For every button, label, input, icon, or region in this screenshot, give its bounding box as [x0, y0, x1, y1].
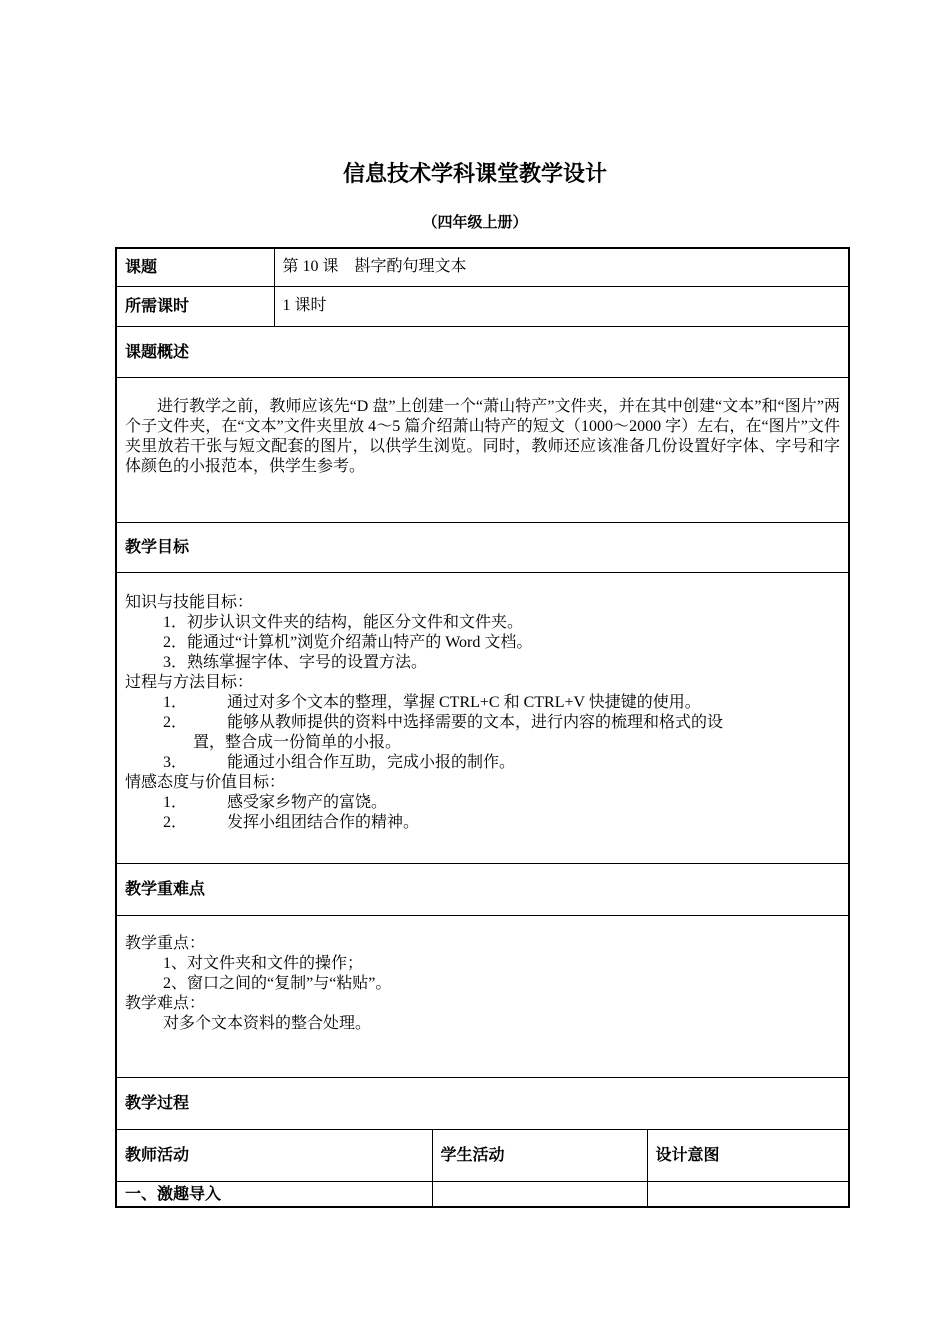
process-columns-row	[116, 1129, 849, 1181]
process-label: 教学过程	[116, 1077, 849, 1129]
key-points-content-row	[116, 915, 849, 1077]
objectives-header-row	[116, 522, 849, 572]
overview-header-row	[116, 326, 849, 377]
hours-row	[116, 286, 849, 326]
topic-value: 第 10 课 斟字酌句理文本	[274, 248, 849, 286]
emotion-item: 1． 感受家乡物产的富饶。	[163, 793, 388, 811]
document-subtitle: （四年级上册）	[422, 213, 528, 231]
design-intent-cell	[647, 1181, 849, 1207]
knowledge-item: 3．熟练掌握字体、字号的设置方法。	[163, 653, 428, 671]
stage-title: 一、激趣导入	[116, 1181, 432, 1207]
process-stage-row	[116, 1181, 849, 1207]
knowledge-title: 知识与技能目标：	[125, 593, 254, 611]
student-activity-header: 学生活动	[432, 1129, 647, 1181]
difficulty-item: 对多个文本资料的整合处理。	[163, 1014, 372, 1032]
objectives-content-row	[116, 572, 849, 863]
overview-content-row	[116, 377, 849, 522]
knowledge-item: 1．初步认识文件夹的结构，能区分文件和文件夹。	[163, 613, 524, 631]
document-title: 信息技术学科课堂教学设计	[342, 162, 607, 187]
overview-label: 课题概述	[116, 326, 849, 377]
objectives-label: 教学目标	[116, 522, 849, 572]
key-points-header-row	[116, 863, 849, 915]
design-intent-header: 设计意图	[647, 1129, 849, 1181]
emotion-item: 2． 发挥小组团结合作的精神。	[163, 813, 420, 831]
process-item: 2． 能够从教师提供的资料中选择需要的文本，进行内容的梳理和格式的设 置，整合成一份简单的小报。	[163, 713, 724, 751]
hours-value: 1 课时	[274, 286, 849, 326]
overview-text: 进行教学之前，教师应该先“D 盘”上创建一个“萧山特产”文件夹，并在其中创建“文本”和“图片”两个子文件夹，在“文本”文件夹里放 4～5 篇介绍萧山特产的短文（1000～2000 字）左右，在“图片”文件夹里放若干张与短文配套的图片，以供学生浏览。同时，教师还应该准备几份设置好字体、字号和字体颜色的小报范本，供学生参考。	[125, 397, 840, 475]
difficulty-title: 教学难点：	[125, 994, 206, 1012]
hours-label: 所需课时	[116, 286, 274, 326]
teacher-activity-header: 教师活动	[116, 1129, 432, 1181]
process-title: 过程与方法目标：	[125, 673, 254, 691]
student-activity-cell	[432, 1181, 647, 1207]
emotion-title: 情感态度与价值目标：	[125, 773, 286, 791]
key-points-label: 教学重难点	[116, 863, 849, 915]
process-item: 3． 能通过小组合作互助，完成小报的制作。	[163, 753, 516, 771]
focus-title: 教学重点：	[125, 934, 206, 952]
topic-label: 课题	[116, 248, 274, 286]
topic-row	[116, 248, 849, 286]
focus-item: 1、对文件夹和文件的操作；	[163, 954, 364, 972]
focus-item: 2、窗口之间的“复制”与“粘贴”。	[163, 974, 392, 992]
lesson-plan-table	[115, 247, 850, 1208]
process-header-row	[116, 1077, 849, 1129]
knowledge-item: 2．能通过“计算机”浏览介绍萧山特产的 Word 文档。	[163, 633, 533, 651]
process-item: 1． 通过对多个文本的整理，掌握 CTRL+C 和 CTRL+V 快捷键的使用。	[163, 693, 701, 711]
